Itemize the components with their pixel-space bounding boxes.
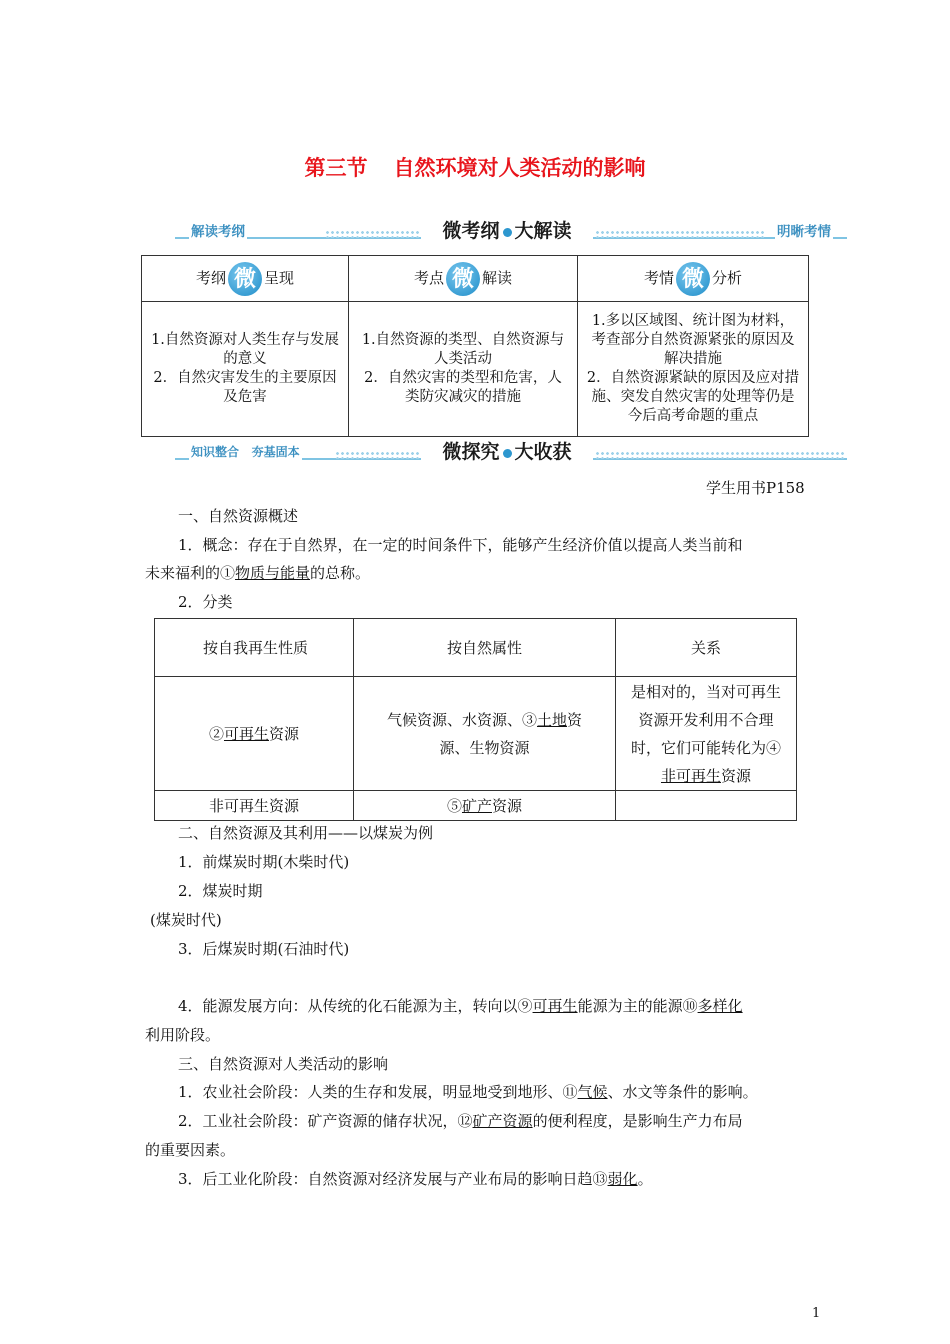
wei-badge-icon: 微 bbox=[446, 262, 480, 296]
cell-empty bbox=[616, 791, 797, 821]
coal-era-3: 3．后煤炭时期(石油时代) bbox=[178, 940, 350, 958]
agri-stage: 1．农业社会阶段：人类的生存和发展，明显地受到地形、⑪气候、水文等条件的影响。 bbox=[178, 1083, 758, 1101]
section3-heading: 三、自然资源对人类活动的影响 bbox=[178, 1055, 389, 1073]
banner-exam-outline bbox=[175, 216, 847, 248]
industrial-stage-line1: 2．工业社会阶段：矿产资源的储存状况，⑫矿产资源的便利程度，是影响生产力布局 bbox=[178, 1112, 743, 1130]
answer-blank: 物质与能量 bbox=[235, 564, 311, 582]
coal-era-1: 1．前煤炭时期(木柴时代) bbox=[178, 853, 350, 871]
header-analysis: 考情 微 分析 bbox=[578, 256, 809, 302]
page-number: 1 bbox=[812, 1306, 821, 1321]
cell-renewable: ②可再生资源 bbox=[155, 677, 354, 791]
banner-left-label: 解读考纲 bbox=[189, 220, 247, 240]
cell-relation: 是相对的，当对可再生资源开发利用不合理时，它们可能转化为④非可再生资源 bbox=[616, 677, 797, 791]
header-natural: 按自然属性 bbox=[354, 619, 616, 677]
industrial-stage-line2: 的重要因素。 bbox=[145, 1141, 236, 1159]
outline-cell: 1.自然资源对人类生存与发展的意义 2．自然灾害发生的主要原因及危害 bbox=[142, 302, 349, 437]
coal-era-2: 2．煤炭时期 bbox=[178, 882, 263, 900]
header-relation: 关系 bbox=[616, 619, 797, 677]
classification-label: 2．分类 bbox=[178, 593, 233, 611]
header-points: 考点 微 解读 bbox=[349, 256, 578, 302]
wei-badge-icon: 微 bbox=[676, 262, 710, 296]
postindustrial-stage: 3．后工业化阶段：自然资源对经济发展与产业布局的影响日趋⑬弱化。 bbox=[178, 1170, 653, 1188]
bullet-icon bbox=[503, 228, 512, 237]
overview-table bbox=[141, 255, 809, 437]
concept-line2: 未来福利的①物质与能量的总称。 bbox=[145, 564, 371, 582]
energy-direction-line2: 利用阶段。 bbox=[145, 1026, 221, 1044]
banner2-center: 微探究 大收获 bbox=[421, 437, 593, 467]
page-title bbox=[0, 152, 950, 182]
header-outline: 考纲 微 呈现 bbox=[142, 256, 349, 302]
cell-natural-renewable: 气候资源、水资源、③土地资源、生物资源 bbox=[354, 677, 616, 791]
section2-heading: 二、自然资源及其利用——以煤炭为例 bbox=[178, 824, 434, 842]
student-book-ref: 学生用书P158 bbox=[706, 479, 805, 497]
title-section: 第三节 bbox=[304, 156, 368, 180]
banner-knowledge bbox=[175, 437, 847, 469]
cell-nonrenewable: 非可再生资源 bbox=[155, 791, 354, 821]
coal-era-2-note: (煤炭时代) bbox=[150, 911, 222, 929]
banner-center-a: 微考纲 bbox=[442, 220, 500, 242]
title-text: 自然环境对人类活动的影响 bbox=[393, 156, 646, 180]
bullet-icon bbox=[503, 449, 512, 458]
wei-badge-icon: 微 bbox=[228, 262, 262, 296]
banner-right-label: 明晰考情 bbox=[775, 220, 833, 240]
concept-line1: 1．概念：存在于自然界，在一定的时间条件下，能够产生经济价值以提高人类当前和 bbox=[178, 536, 743, 554]
section1-heading: 一、自然资源概述 bbox=[178, 507, 299, 525]
energy-direction-line1: 4．能源发展方向：从传统的化石能源为主，转向以⑨可再生能源为主的能源⑩多样化 bbox=[178, 997, 743, 1015]
points-cell: 1.自然资源的类型、自然资源与人类活动 2．自然灾害的类型和危害，人类防灾减灾的措施 bbox=[349, 302, 578, 437]
cell-mineral: ⑤矿产资源 bbox=[354, 791, 616, 821]
banner-center-b: 大解读 bbox=[514, 220, 572, 242]
header-regen: 按自我再生性质 bbox=[155, 619, 354, 677]
analysis-cell: 1.多以区域图、统计图为材料，考查部分自然资源紧张的原因及解决措施 2．自然资源紧缺的原因及应对措施、突发自然灾害的处理等仍是今后高考命题的重点 bbox=[578, 302, 809, 437]
banner2-left-label: 知识整合 夯基固本 bbox=[191, 445, 300, 459]
banner-center bbox=[421, 216, 593, 246]
classification-table bbox=[154, 618, 797, 821]
